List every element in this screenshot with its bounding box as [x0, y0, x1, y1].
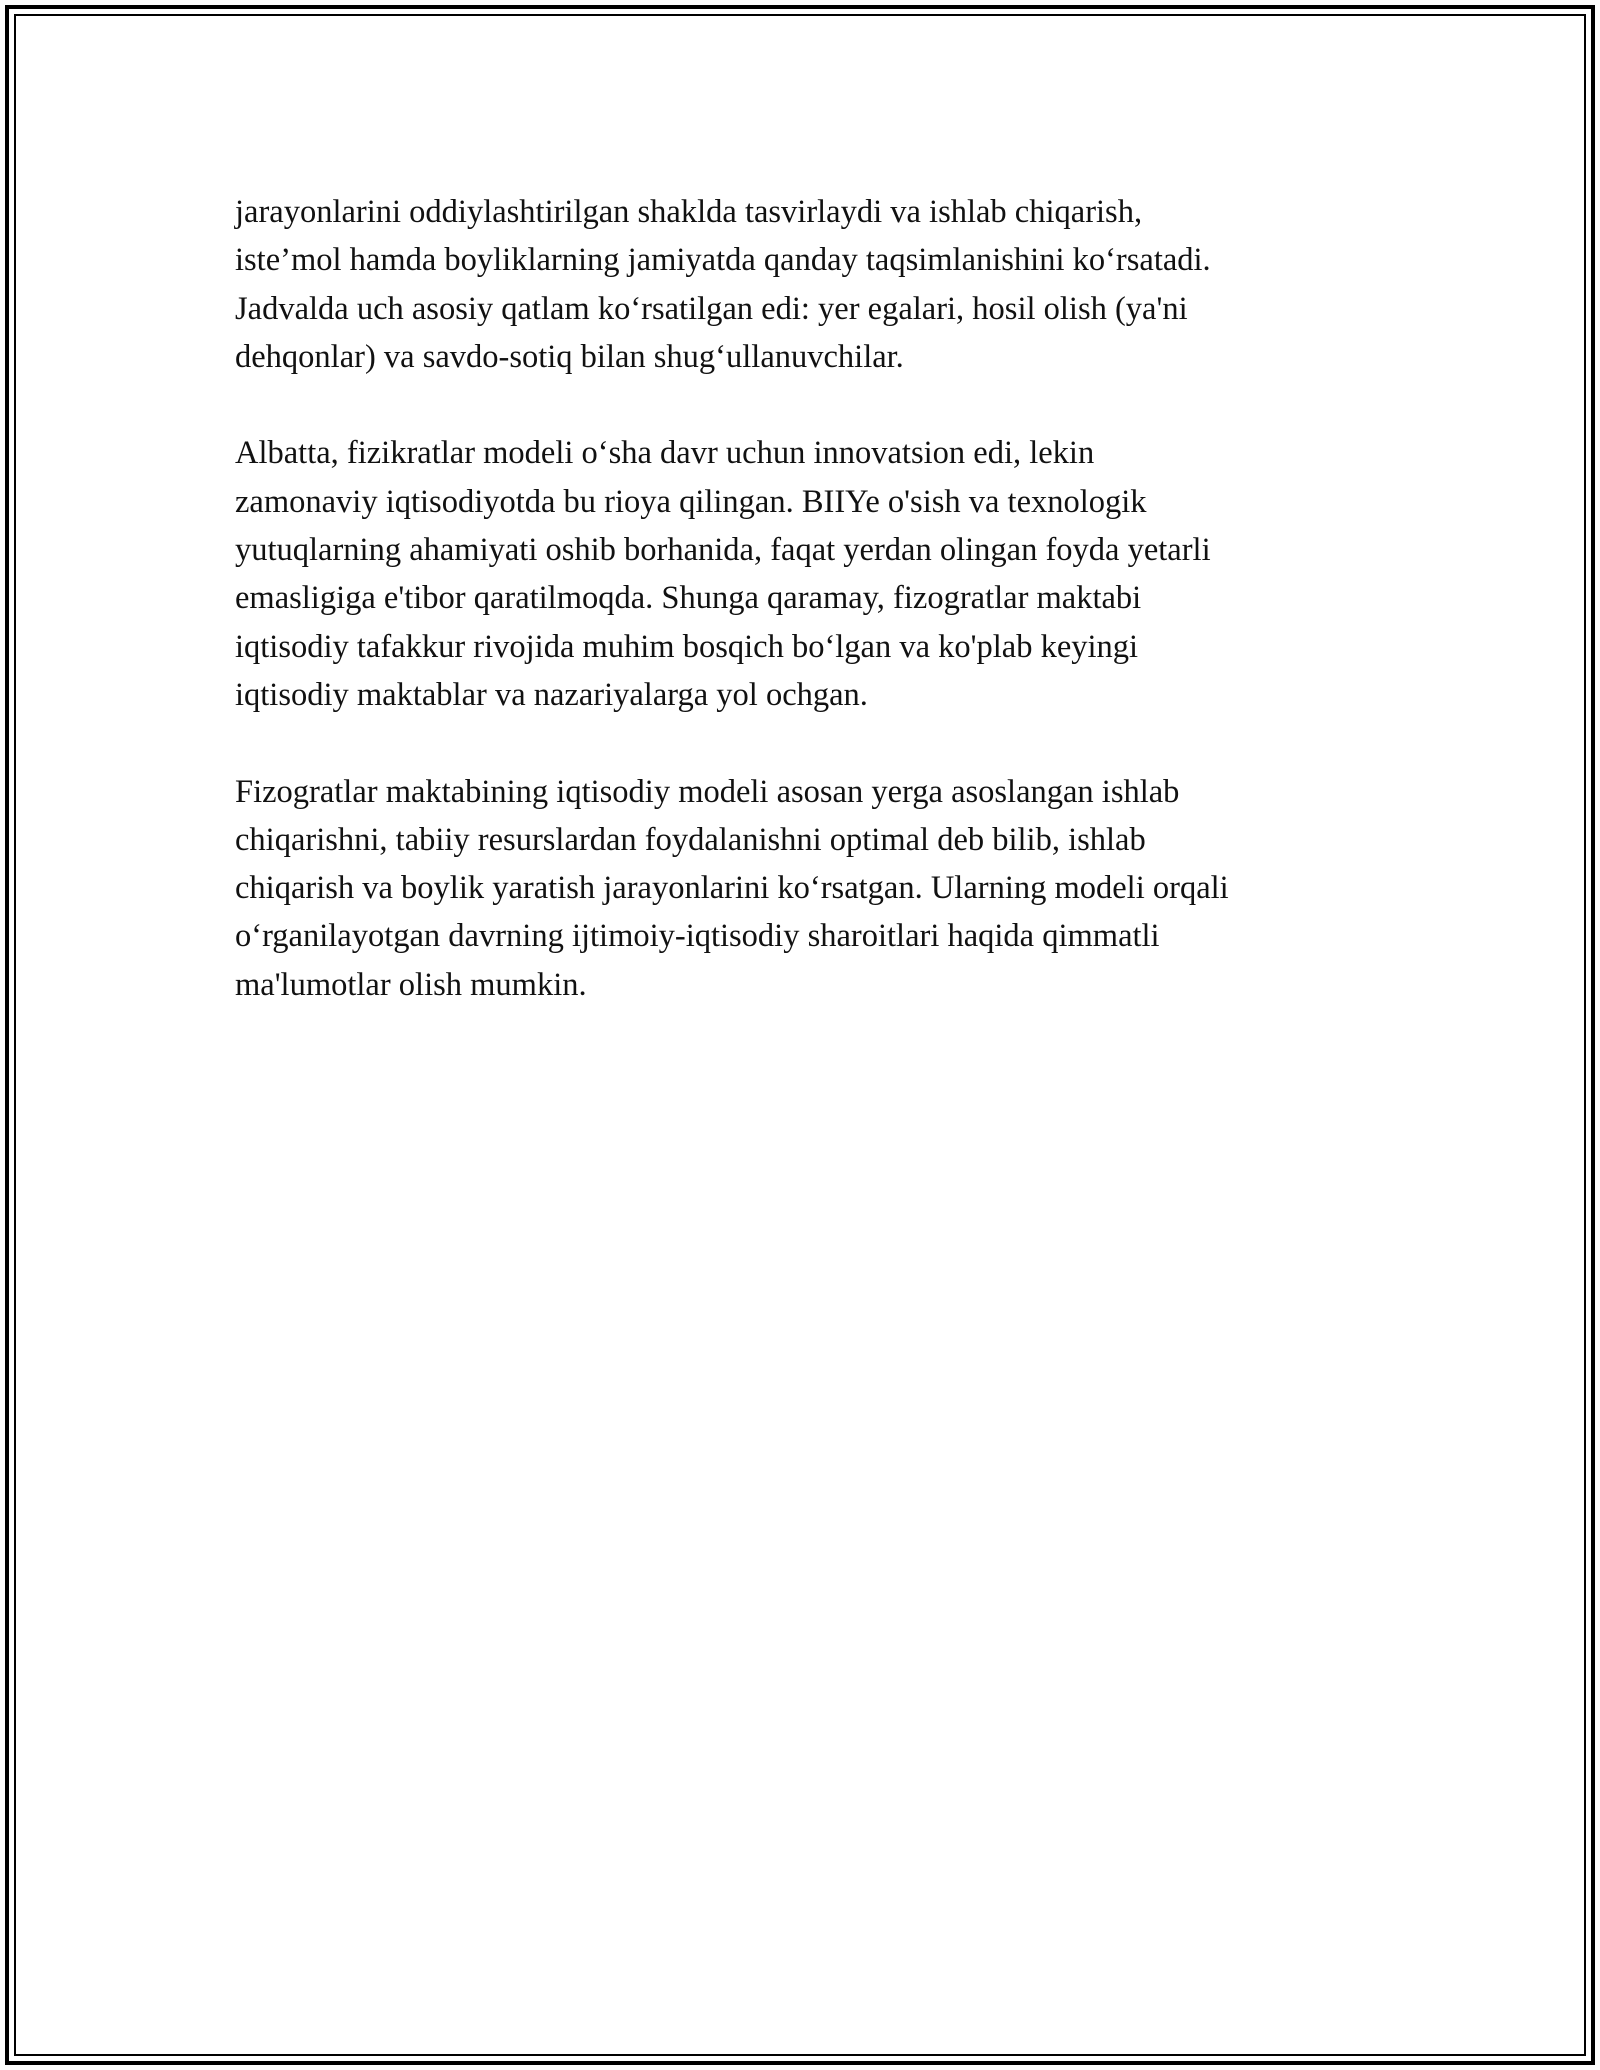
text-line: Fizogratlar maktabining iqtisodiy modeli asosan yerga asoslangan ishlab	[235, 773, 1180, 810]
paragraph-1	[235, 188, 1395, 381]
text-line: iqtisodiy tafakkur rivojida muhim bosqich bo‘lgan va ko'plab keyingi	[235, 628, 1139, 665]
paragraph-2	[235, 429, 1395, 719]
text-line: ma'lumotlar olish mumkin.	[235, 966, 587, 1003]
text-line: dehqonlar) va savdo-sotiq bilan shug‘ullanuvchilar.	[235, 338, 904, 375]
text-line: o‘rganilayotgan davrning ijtimoiy-iqtisodiy sharoitlari haqida qimmatli	[235, 918, 1160, 955]
text-line: iqtisodiy maktablar va nazariyalarga yol ochgan.	[235, 676, 868, 713]
text-line: emasligiga e'tibor qaratilmoqda. Shunga qaramay, fizogratlar maktabi	[235, 580, 1142, 617]
text-line: Albatta, fizikratlar modeli o‘sha davr uchun innovatsion edi, lekin	[235, 435, 1095, 472]
paragraph-3	[235, 768, 1395, 1009]
text-line: yutuqlarning ahamiyati oshib borhanida, faqat yerdan olingan foyda yetarli	[235, 532, 1211, 569]
text-line: Jadvalda uch asosiy qatlam ko‘rsatilgan edi: yer egalari, hosil olish (ya'ni	[235, 290, 1188, 327]
document-body	[235, 188, 1395, 1057]
text-line: chiqarishni, tabiiy resurslardan foydalanishni optimal deb bilib, ishlab	[235, 821, 1146, 858]
text-line: chiqarish va boylik yaratish jarayonlarini ko‘rsatgan. Ularning modeli orqali	[235, 870, 1229, 907]
text-line: iste’mol hamda boyliklarning jamiyatda qanday taqsimlanishini ko‘rsatadi.	[235, 242, 1211, 279]
text-line: jarayonlarini oddiylashtirilgan shaklda tasvirlaydi va ishlab chiqarish,	[235, 194, 1143, 230]
text-line: zamonaviy iqtisodiyotda bu rioya qilingan. BIIYe o'sish va texnologik	[235, 483, 1147, 520]
